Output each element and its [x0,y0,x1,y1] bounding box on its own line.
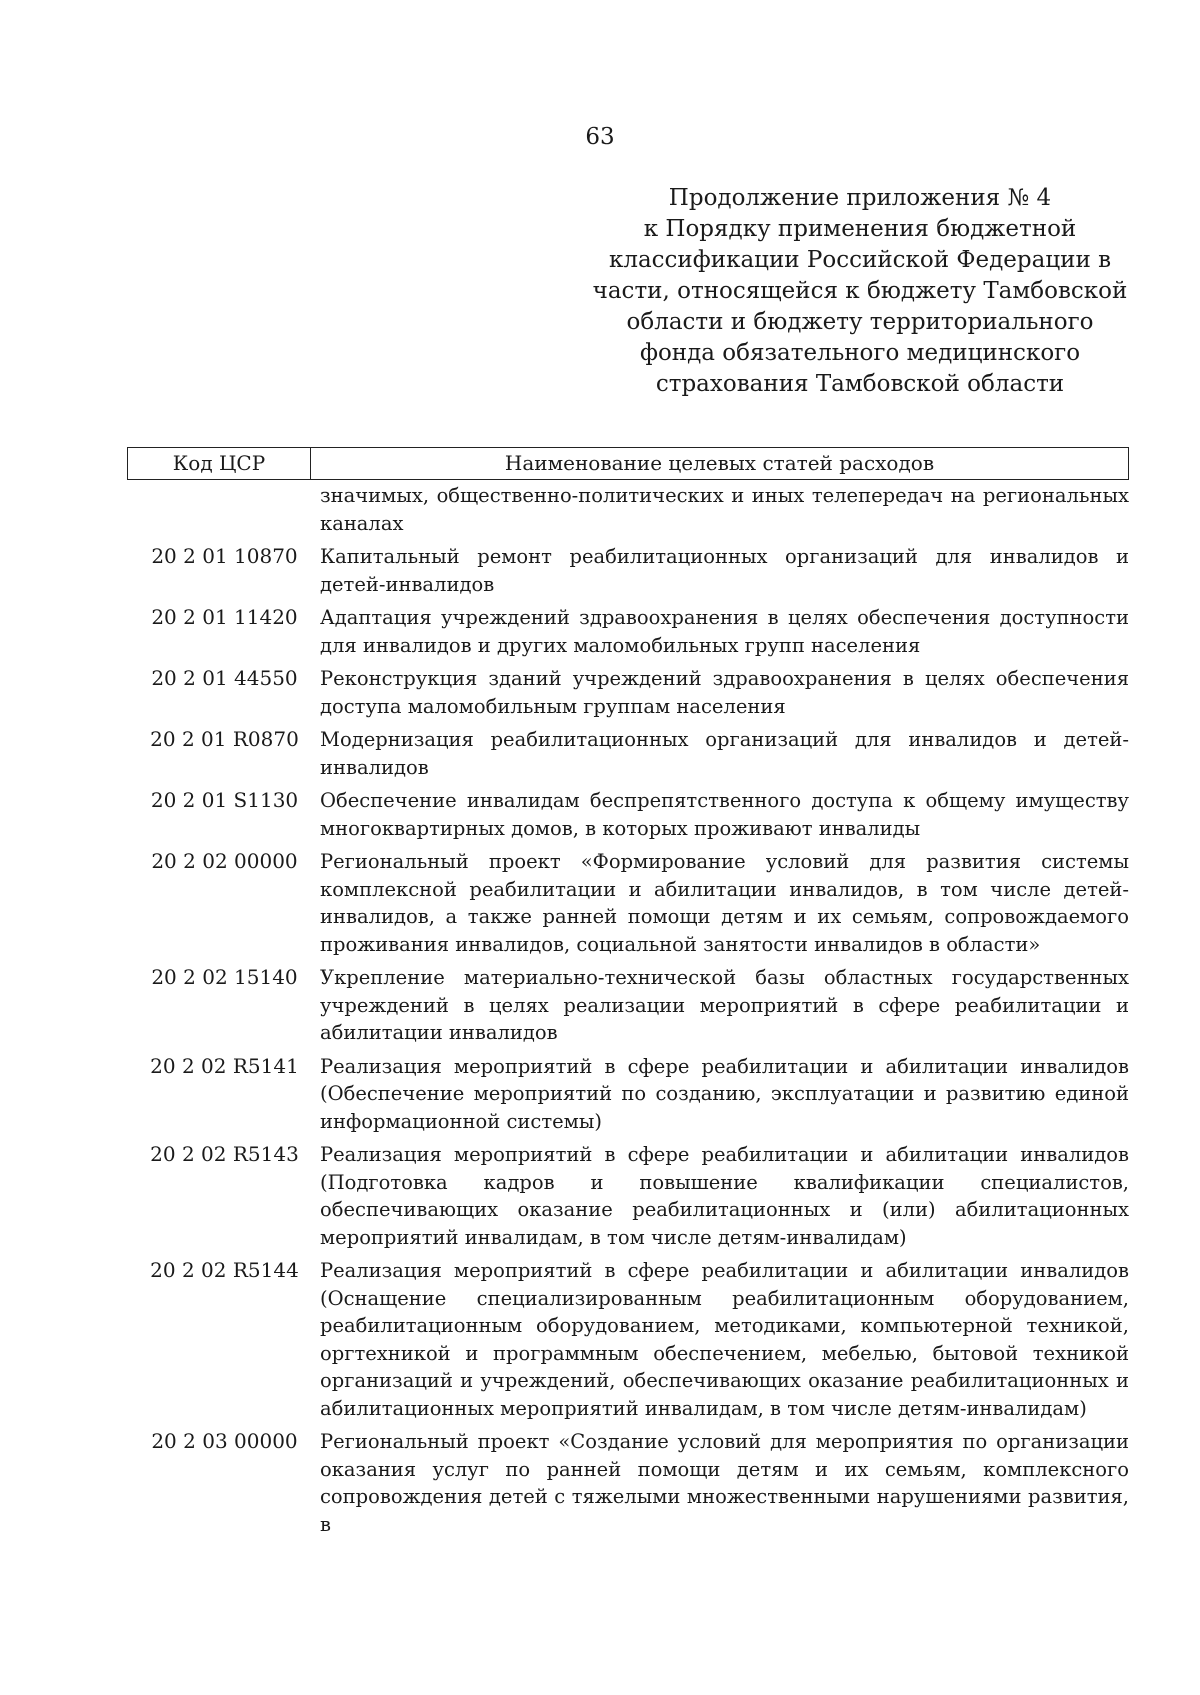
row-name: Укрепление материально-технической базы областных государственных учреждений в целях реализации мероприятий в сфере реабилитации и абилитации инвалидов [320,966,1129,1044]
table-row [127,964,1129,1047]
table-row [127,1141,1129,1251]
row-name: Адаптация учреждений здравоохранения в целях обеспечения доступности для инвалидов и других маломобильных групп населения [320,606,1129,657]
row-name: Региональный проект «Создание условий для мероприятия по организации оказания услуг по ранней помощи детям и их семьям, комплексного сопровождения детей с тяжелыми множественными нарушениями развития, в [320,1430,1129,1536]
row-code: 20 2 01 10870 [151,544,298,568]
row-code: 20 2 02 15140 [151,965,298,989]
appendix-line: страхования Тамбовской области [655,371,1065,397]
appendix-line: к Порядку применения бюджетной [643,216,1077,242]
table-row [127,1428,1129,1538]
header-name: Наименование целевых статей расходов [504,451,935,475]
row-name: Модернизация реабилитационных организаций для инвалидов и детей-инвалидов [320,728,1129,779]
row-name: Реализация мероприятий в сфере реабилитации и абилитации инвалидов (Обеспечение мероприятий по созданию, эксплуатации и развитию единой информационной системы) [320,1054,1129,1133]
row-code: 20 2 02 R5141 [150,1053,299,1078]
row-code: 20 2 02 R5143 [150,1142,299,1166]
row-code: 20 2 01 R0870 [150,727,299,751]
table-row [127,482,1129,537]
row-name: Реализация мероприятий в сфере реабилитации и абилитации инвалидов (Оснащение специализированным реабилитационным оборудованием, реабилитационным оборудованием, методиками, компьютерной техникой, оргтехникой и программным обеспечением, мебелью, бытовой техникой организаций и учреждений, обеспечивающих оказание реабилитационных и абилитационных мероприятий инвалидам, в том числе детям-инвалидам) [320,1259,1129,1420]
table-row [127,726,1129,781]
table-row [127,1257,1129,1422]
row-code: 20 2 02 00000 [151,849,298,873]
row-code [127,482,310,537]
table-row [127,604,1129,659]
row-name: Реализация мероприятий в сфере реабилитации и абилитации инвалидов (Подготовка кадров и повышение квалификации специалистов, обеспечивающих оказание реабилитационных и (или) абилитационных мероприятий инвалидам, в том числе детям-инвалидам) [320,1143,1129,1249]
appendix-line: области и бюджету территориального [626,309,1094,335]
table-body [127,482,1129,1544]
row-code: 20 2 02 R5144 [150,1258,299,1282]
row-name: Реконструкция зданий учреждений здравоохранения в целях обеспечения доступа маломобильным группам населения [320,667,1129,718]
appendix-line: фонда обязательного медицинского [639,340,1081,366]
table-row [127,543,1129,598]
row-name: Региональный проект «Формирование условий для развития системы комплексной реабилитации и абилитации инвалидов, в том числе детей-инвалидов, а также ранней помощи детям и их семьям, сопровождаемого проживания инвалидов, социальной занятости инвалидов в области» [320,850,1129,956]
table-header [127,447,1129,480]
row-name: Обеспечение инвалидам беспрепятственного доступа к общему имуществу многоквартирных домов, в которых проживают инвалиды [320,789,1129,840]
appendix-line: классификации Российской Федерации в [608,247,1112,273]
row-code: 20 2 01 11420 [151,605,298,629]
table-row [127,665,1129,720]
appendix-line: Продолжение приложения № 4 [668,185,1052,211]
row-code: 20 2 01 44550 [151,666,298,690]
table-row [127,1053,1129,1136]
page-number: 63 [585,124,615,150]
header-code: Код ЦСР [128,448,311,479]
table-row [127,787,1129,842]
appendix-caption [590,183,1130,400]
row-name: значимых, общественно-политических и иных телепередач на региональных каналах [320,484,1129,535]
row-code: 20 2 01 S1130 [150,788,299,812]
table-row [127,848,1129,958]
row-name: Капитальный ремонт реабилитационных организаций для инвалидов и детей-инвалидов [320,545,1129,596]
row-code: 20 2 03 00000 [151,1429,298,1453]
appendix-line: части, относящейся к бюджету Тамбовской [592,278,1128,304]
